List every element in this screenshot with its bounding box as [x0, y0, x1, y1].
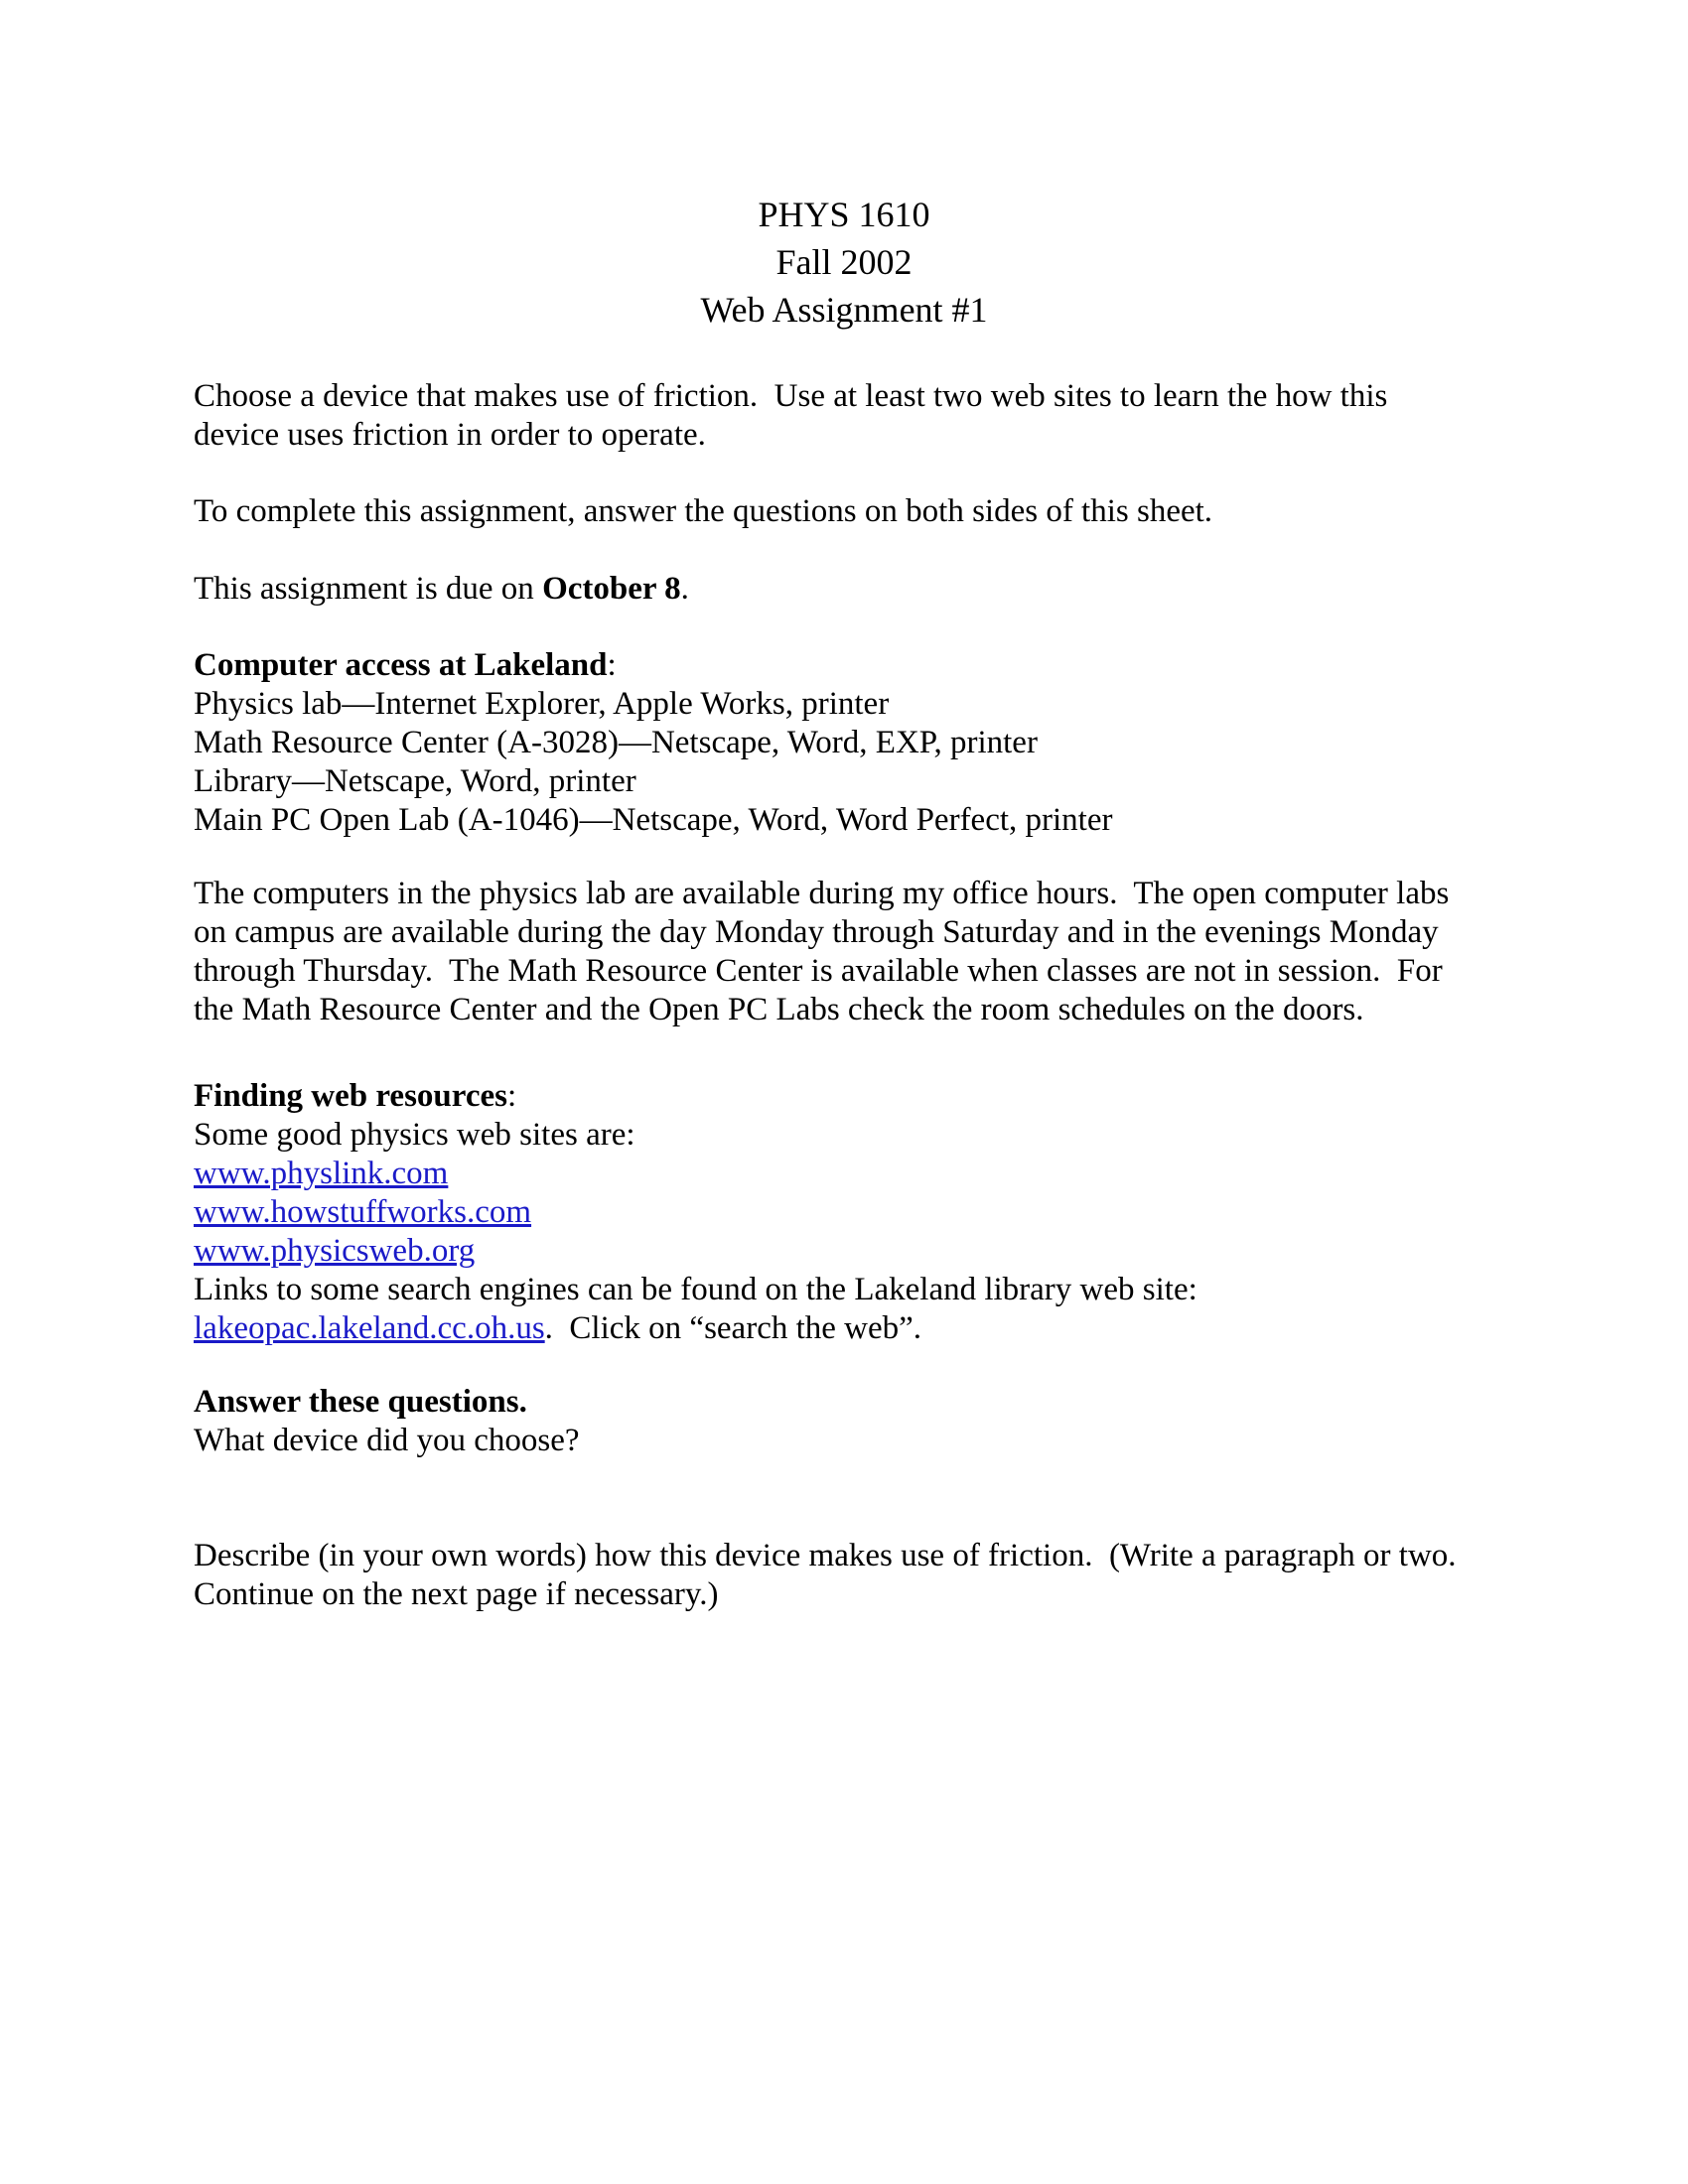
access-item-library: Library—Netscape, Word, printer — [194, 763, 636, 799]
paragraph-availability — [194, 875, 1504, 1029]
text-line: on campus are available during the day Monday through Saturday and in the evenings Monday — [194, 914, 1439, 950]
due-prefix: This assignment is due on — [194, 571, 543, 607]
question-describe-friction — [194, 1537, 1504, 1614]
link-howstuffworks[interactable]: www.howstuffworks.com — [194, 1194, 532, 1230]
text-line: Describe (in your own words) how this device makes use of friction. (Write a paragraph or two. — [194, 1538, 1457, 1573]
text-line: device uses friction in order to operate. — [194, 417, 706, 453]
computer-access-heading — [194, 646, 1504, 685]
access-item-physics-lab: Physics lab—Internet Explorer, Apple Works, printer — [194, 686, 890, 722]
questions-heading: Answer these questions. — [194, 1384, 527, 1420]
paragraph-due-date — [194, 570, 1504, 609]
heading-text: Finding web resources — [194, 1078, 507, 1114]
text-line: the Math Resource Center and the Open PC Labs check the room schedules on the doors. — [194, 992, 1364, 1027]
web-resources-intro: Some good physics web sites are: — [194, 1117, 635, 1153]
link-physlink[interactable]: www.physlink.com — [194, 1156, 449, 1191]
text-line: Continue on the next page if necessary.) — [194, 1576, 719, 1612]
heading-text: Computer access at Lakeland — [194, 647, 608, 683]
text-line: The computers in the physics lab are available during my office hours. The open computer labs — [194, 876, 1450, 911]
search-engines-note: Links to some search engines can be found on the Lakeland library web site: — [194, 1272, 1197, 1307]
text-line — [194, 570, 1504, 609]
section-web-resources — [194, 1077, 1504, 1348]
link-line — [194, 1193, 1504, 1232]
due-suffix: . — [680, 571, 689, 607]
title-course: PHYS 1610 — [758, 195, 930, 234]
document-title — [0, 0, 1688, 334]
heading-colon: : — [607, 647, 617, 683]
section-questions — [194, 1383, 1504, 1460]
text-line: To complete this assignment, answer the questions on both sides of this sheet. — [194, 493, 1213, 529]
link-line — [194, 1155, 1504, 1193]
link-line — [194, 1232, 1504, 1271]
access-item-math-resource-center: Math Resource Center (A-3028)—Netscape, Word, EXP, printer — [194, 725, 1038, 760]
paragraph-complete-assignment — [194, 492, 1504, 531]
link-lakeopac[interactable]: lakeopac.lakeland.cc.oh.us — [194, 1310, 545, 1346]
library-link-line — [194, 1309, 1504, 1348]
section-computer-access — [194, 646, 1504, 840]
library-link-suffix: . Click on “search the web”. — [544, 1310, 922, 1346]
link-physicsweb[interactable]: www.physicsweb.org — [194, 1233, 476, 1269]
web-resources-heading — [194, 1077, 1504, 1116]
heading-colon: : — [506, 1078, 517, 1114]
text-line: Choose a device that makes use of friction. Use at least two web sites to learn the how this — [194, 378, 1388, 414]
title-assignment: Web Assignment #1 — [700, 290, 988, 330]
text-line: through Thursday. The Math Resource Center is available when classes are not in session. For — [194, 953, 1443, 989]
due-date: October 8 — [542, 571, 681, 607]
title-term: Fall 2002 — [775, 242, 913, 282]
paragraph-choose-device — [194, 377, 1504, 455]
access-item-main-pc-open-lab: Main PC Open Lab (A-1046)—Netscape, Word, Word Perfect, printer — [194, 802, 1113, 838]
question-device-choice: What device did you choose? — [194, 1423, 580, 1458]
